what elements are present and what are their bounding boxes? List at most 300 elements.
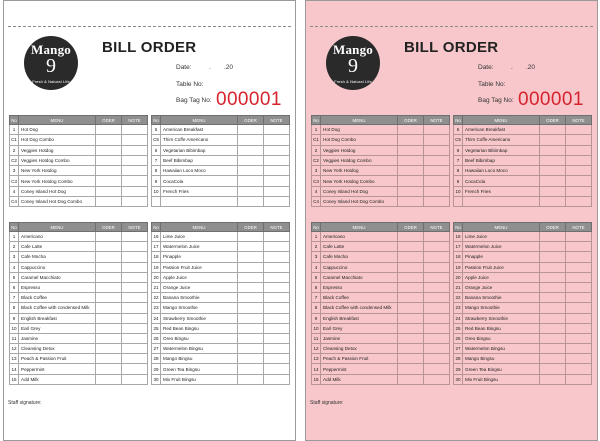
order-qty-cell[interactable] [540,166,566,176]
note-cell[interactable] [424,197,450,207]
order-qty-cell[interactable] [96,293,122,303]
note-cell[interactable] [566,282,592,292]
item-number: 14 [10,364,19,374]
order-qty-cell[interactable] [540,272,566,282]
order-qty-cell[interactable] [96,166,122,176]
note-cell[interactable] [566,232,592,242]
date-label: Date: [478,64,494,71]
note-cell[interactable] [122,272,148,282]
note-cell[interactable] [264,262,290,272]
order-qty-cell[interactable] [238,125,264,135]
item-number: 7 [312,293,321,303]
item-number: C3 [312,176,321,186]
menu-row [454,303,592,313]
menu-row [454,186,592,196]
note-cell[interactable] [264,242,290,252]
note-cell[interactable] [122,232,148,242]
order-qty-cell[interactable] [398,282,424,292]
order-qty-cell[interactable] [398,323,424,333]
order-qty-cell[interactable] [540,135,566,145]
logo-number: 9 [348,55,358,77]
item-number: 28 [152,354,161,364]
order-qty-cell[interactable] [238,374,264,384]
menu-row [454,197,592,207]
menu-row [312,323,450,333]
note-cell[interactable] [424,125,450,135]
note-cell[interactable] [424,155,450,165]
item-name: Pinapple [463,252,540,262]
order-qty-cell[interactable] [96,333,122,343]
item-number: 8 [312,303,321,313]
order-qty-cell[interactable] [96,197,122,207]
item-name: Caramel Macchiato [321,272,398,282]
note-cell[interactable] [424,303,450,313]
order-qty-cell[interactable] [238,145,264,155]
note-cell[interactable] [424,313,450,323]
item-number: 2 [10,145,19,155]
order-qty-cell[interactable] [540,262,566,272]
note-cell[interactable] [122,313,148,323]
item-number: 29 [454,364,463,374]
note-cell[interactable] [264,252,290,262]
order-qty-cell[interactable] [96,135,122,145]
order-qty-cell[interactable] [398,155,424,165]
note-cell[interactable] [424,364,450,374]
item-name: Banana Smoothie [161,293,238,303]
order-qty-cell[interactable] [238,313,264,323]
note-cell[interactable] [264,282,290,292]
order-qty-cell[interactable] [398,333,424,343]
menu-row [152,125,290,135]
note-cell[interactable] [566,186,592,196]
item-number: 19 [454,262,463,272]
note-cell[interactable] [264,374,290,384]
menu-row [312,125,450,135]
order-qty-cell[interactable] [238,197,264,207]
order-qty-cell[interactable] [540,303,566,313]
mango-9-logo [24,36,78,90]
menu-row [152,272,290,282]
note-cell[interactable] [424,135,450,145]
note-cell[interactable] [424,166,450,176]
order-qty-cell[interactable] [540,242,566,252]
item-name: Beef Bibimbap [463,155,540,165]
item-name: Mix Fruit Bingsu [161,374,238,384]
item-name: Jasmine [321,333,398,343]
order-qty-cell[interactable] [540,197,566,207]
menu-row [10,344,148,354]
order-qty-cell[interactable] [238,323,264,333]
col-menu: MENU [161,223,238,232]
order-qty-cell[interactable] [398,293,424,303]
order-qty-cell[interactable] [96,176,122,186]
note-cell[interactable] [566,197,592,207]
order-qty-cell[interactable] [398,166,424,176]
note-cell[interactable] [424,282,450,292]
note-cell[interactable] [122,252,148,262]
note-cell[interactable] [122,166,148,176]
col-oder: ODER [238,223,264,232]
item-number: 7 [454,155,463,165]
note-cell[interactable] [264,186,290,196]
note-cell[interactable] [122,303,148,313]
note-cell[interactable] [122,364,148,374]
item-number: C4 [10,197,19,207]
note-cell[interactable] [122,186,148,196]
perforation-line [310,26,593,27]
note-cell[interactable] [264,166,290,176]
item-number: 3 [312,166,321,176]
order-qty-cell[interactable] [398,232,424,242]
menu-row [312,145,450,155]
note-cell[interactable] [122,242,148,252]
note-cell[interactable] [566,354,592,364]
order-qty-cell[interactable] [398,344,424,354]
note-cell[interactable] [122,323,148,333]
note-cell[interactable] [424,176,450,186]
note-cell[interactable] [264,272,290,282]
col-menu: MENU [321,223,398,232]
order-qty-cell[interactable] [238,354,264,364]
note-cell[interactable] [264,313,290,323]
menu-row [454,166,592,176]
note-cell[interactable] [566,135,592,145]
note-cell[interactable] [122,354,148,364]
order-qty-cell[interactable] [398,364,424,374]
note-cell[interactable] [264,197,290,207]
order-qty-cell[interactable] [238,272,264,282]
col-no: No [153,117,159,123]
note-cell[interactable] [424,242,450,252]
order-qty-cell[interactable] [238,186,264,196]
order-qty-cell[interactable] [96,262,122,272]
item-name: Veggies Hotdog Combo [19,155,96,165]
order-qty-cell[interactable] [238,303,264,313]
menu-row [152,374,290,384]
note-cell[interactable] [424,272,450,282]
col-note: NOTE [566,116,592,125]
note-cell[interactable] [566,313,592,323]
item-number: 5 [454,125,463,135]
menu-row [10,145,148,155]
note-cell[interactable] [566,272,592,282]
food-table-left [9,115,148,207]
note-cell[interactable] [566,303,592,313]
menu-row [10,323,148,333]
item-name: American Breakfast [161,125,238,135]
item-name: Hot Dog [321,125,398,135]
order-qty-cell[interactable] [540,145,566,155]
menu-row [152,197,290,207]
item-number: C5 [454,135,463,145]
item-name: Passion Fruit Juice [161,262,238,272]
note-cell[interactable] [264,293,290,303]
item-name: American Breakfast [463,125,540,135]
item-number [454,197,463,207]
note-cell[interactable] [264,135,290,145]
col-no: No [313,117,319,123]
note-cell[interactable] [424,252,450,262]
order-qty-cell[interactable] [540,313,566,323]
note-cell[interactable] [424,262,450,272]
menu-row [10,303,148,313]
menu-row [152,252,290,262]
order-qty-cell[interactable] [238,293,264,303]
note-cell[interactable] [122,125,148,135]
note-cell[interactable] [122,197,148,207]
item-name: Peach & Passion Fruit [19,354,96,364]
order-qty-cell[interactable] [398,303,424,313]
note-cell[interactable] [566,344,592,354]
menu-row [312,272,450,282]
note-cell[interactable] [424,232,450,242]
order-qty-cell[interactable] [540,252,566,262]
order-qty-cell[interactable] [398,262,424,272]
date-label: Date: [176,64,192,71]
order-qty-cell[interactable] [238,176,264,186]
order-qty-cell[interactable] [540,155,566,165]
note-cell[interactable] [264,354,290,364]
note-cell[interactable] [264,364,290,374]
menu-row [312,344,450,354]
note-cell[interactable] [424,186,450,196]
order-qty-cell[interactable] [540,323,566,333]
menu-row [152,242,290,252]
note-cell[interactable] [122,344,148,354]
order-qty-cell[interactable] [238,282,264,292]
col-note: NOTE [122,223,148,232]
note-cell[interactable] [264,333,290,343]
order-qty-cell[interactable] [540,186,566,196]
note-cell[interactable] [566,323,592,333]
order-qty-cell[interactable] [398,252,424,262]
order-qty-cell[interactable] [238,344,264,354]
col-oder: ODER [398,116,424,125]
item-number: C1 [10,135,19,145]
order-qty-cell[interactable] [96,272,122,282]
item-number: 8 [152,166,161,176]
note-cell[interactable] [424,145,450,155]
note-cell[interactable] [566,374,592,384]
item-number: 2 [10,242,19,252]
item-name: Coney Island Hot Dog [321,186,398,196]
col-oder: ODER [96,116,122,125]
col-menu: MENU [463,116,540,125]
item-name: Thim Coffe Americano [161,135,238,145]
order-qty-cell[interactable] [96,282,122,292]
note-cell[interactable] [122,135,148,145]
note-cell[interactable] [264,125,290,135]
menu-row [312,155,450,165]
note-cell[interactable] [566,242,592,252]
item-name: Peppermint [19,364,96,374]
item-number: 29 [152,364,161,374]
note-cell[interactable] [264,145,290,155]
item-number: 15 [10,374,19,384]
item-name: Lime Juice [161,232,238,242]
note-cell[interactable] [566,252,592,262]
item-name: Watermelon Juice [161,242,238,252]
menu-row [454,282,592,292]
note-cell[interactable] [122,282,148,292]
note-cell[interactable] [122,293,148,303]
order-qty-cell[interactable] [238,242,264,252]
menu-row [152,293,290,303]
order-qty-cell[interactable] [398,125,424,135]
note-cell[interactable] [122,176,148,186]
item-number: 7 [10,293,19,303]
menu-row [10,186,148,196]
item-name: Cafe Mocha [19,252,96,262]
item-number: C2 [10,155,19,165]
order-qty-cell[interactable] [540,364,566,374]
order-qty-cell[interactable] [398,176,424,186]
note-cell[interactable] [424,293,450,303]
item-name: Veggies Hotdog Combo [321,155,398,165]
item-name: French Fries [161,186,238,196]
menu-row [152,166,290,176]
note-cell[interactable] [566,364,592,374]
note-cell[interactable] [122,374,148,384]
order-qty-cell[interactable] [540,354,566,364]
menu-row [10,282,148,292]
order-qty-cell[interactable] [540,374,566,384]
order-qty-cell[interactable] [398,313,424,323]
menu-row [152,282,290,292]
menu-row [454,293,592,303]
note-cell[interactable] [566,333,592,343]
note-cell[interactable] [424,323,450,333]
order-qty-cell[interactable] [398,186,424,196]
order-qty-cell[interactable] [96,125,122,135]
item-number: 11 [312,333,321,343]
item-number: 24 [454,313,463,323]
order-qty-cell[interactable] [96,252,122,262]
order-qty-cell[interactable] [238,252,264,262]
item-number: 5 [152,125,161,135]
order-qty-cell[interactable] [96,313,122,323]
note-cell[interactable] [566,262,592,272]
item-name: Cappuccino [19,262,96,272]
note-cell[interactable] [122,145,148,155]
item-name: Apple Juice [161,272,238,282]
item-number: 4 [312,186,321,196]
menu-row [454,323,592,333]
order-qty-cell[interactable] [540,333,566,343]
note-cell[interactable] [122,155,148,165]
menu-row [454,176,592,186]
order-qty-cell[interactable] [398,242,424,252]
order-qty-cell[interactable] [238,232,264,242]
note-cell[interactable] [122,262,148,272]
item-name: Add Milk [19,374,96,384]
item-name: Coney Island Hot Dog [19,186,96,196]
note-cell[interactable] [264,155,290,165]
item-name: Mix Fruit Bingsu [463,374,540,384]
note-cell[interactable] [264,232,290,242]
order-qty-cell[interactable] [398,374,424,384]
note-cell[interactable] [424,354,450,364]
order-qty-cell[interactable] [96,186,122,196]
menu-row [10,252,148,262]
order-qty-cell[interactable] [96,364,122,374]
item-number: 4 [10,262,19,272]
col-no: No [153,224,159,230]
order-qty-cell[interactable] [96,374,122,384]
order-qty-cell[interactable] [238,364,264,374]
order-qty-cell[interactable] [540,232,566,242]
menu-row [152,303,290,313]
order-qty-cell[interactable] [96,303,122,313]
order-qty-cell[interactable] [540,282,566,292]
order-qty-cell[interactable] [96,232,122,242]
order-qty-cell[interactable] [540,344,566,354]
col-oder: ODER [540,223,566,232]
order-qty-cell[interactable] [238,155,264,165]
note-cell[interactable] [566,125,592,135]
menu-row [10,293,148,303]
order-qty-cell[interactable] [540,293,566,303]
item-name: Add Milk [321,374,398,384]
note-cell[interactable] [566,145,592,155]
note-cell[interactable] [424,374,450,384]
note-cell[interactable] [424,333,450,343]
order-qty-cell[interactable] [96,344,122,354]
order-qty-cell[interactable] [540,176,566,186]
order-qty-cell[interactable] [398,272,424,282]
order-qty-cell[interactable] [96,354,122,364]
item-name: Red Bean Bingsu [161,323,238,333]
note-cell[interactable] [566,293,592,303]
note-cell[interactable] [264,176,290,186]
order-qty-cell[interactable] [238,166,264,176]
note-cell[interactable] [566,166,592,176]
item-number: C3 [10,176,19,186]
order-qty-cell[interactable] [96,242,122,252]
order-qty-cell[interactable] [398,197,424,207]
note-cell[interactable] [122,333,148,343]
item-number: 13 [10,354,19,364]
order-qty-cell[interactable] [398,145,424,155]
order-qty-cell[interactable] [96,323,122,333]
order-qty-cell[interactable] [238,135,264,145]
item-name: Black Coffee [321,293,398,303]
menu-row [454,313,592,323]
menu-row [312,252,450,262]
bill-title: BILL ORDER [404,39,499,56]
order-qty-cell[interactable] [398,135,424,145]
note-cell[interactable] [264,323,290,333]
table-number-label: Table No: [478,81,506,88]
staff-signature-label: Staff signature: [8,400,42,406]
note-cell[interactable] [566,155,592,165]
order-qty-cell[interactable] [540,125,566,135]
order-qty-cell[interactable] [96,155,122,165]
order-qty-cell[interactable] [398,354,424,364]
item-name: New York Hotdog Combo [321,176,398,186]
note-cell[interactable] [424,344,450,354]
note-cell[interactable] [264,303,290,313]
order-qty-cell[interactable] [96,145,122,155]
item-name [463,197,540,207]
logo-tagline: Fresh & Natural Life [334,79,372,84]
menu-row [454,125,592,135]
order-qty-cell[interactable] [238,262,264,272]
note-cell[interactable] [566,176,592,186]
order-qty-cell[interactable] [238,333,264,343]
item-number: 17 [152,242,161,252]
note-cell[interactable] [264,344,290,354]
